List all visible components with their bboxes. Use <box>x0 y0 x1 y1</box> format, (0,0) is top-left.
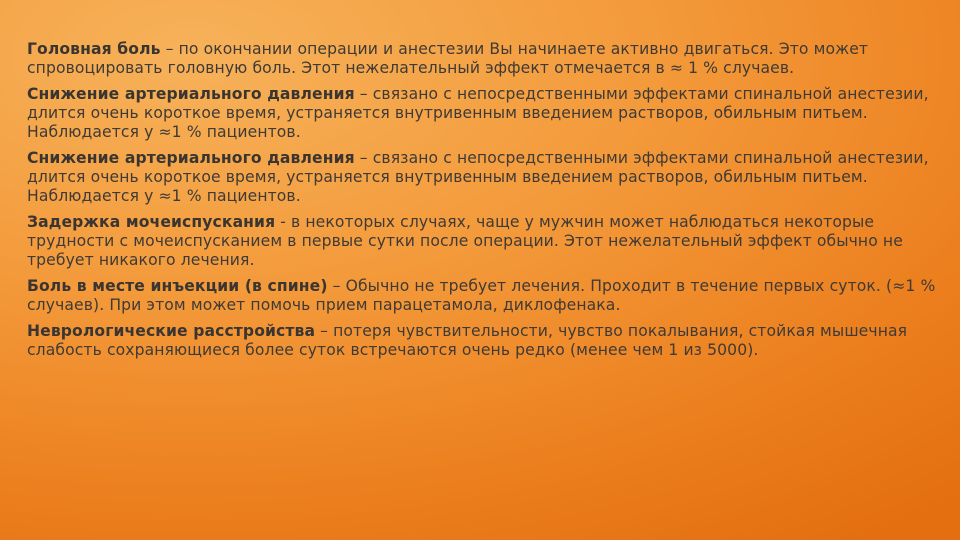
term-urinary-retention: Задержка мочеиспускания <box>27 213 276 231</box>
paragraph-neurological-disorders <box>27 322 937 360</box>
paragraph-low-blood-pressure-repeat <box>27 149 937 206</box>
term-low-blood-pressure: Снижение артериального давления <box>27 85 355 103</box>
text-low-blood-pressure: – связано с непосредственными эффектами спинальной анестезии, длится очень короткое время, устраняется внутривенным введением растворов, обильным питьем. Наблюдается у ≈1 % пациентов. <box>27 85 929 141</box>
text-injection-site-pain: – Обычно не требует лечения. Проходит в течение первых суток. (≈1 % случаев). При этом может помочь прием парацетамола, диклофенака. <box>27 277 936 314</box>
slide-content <box>27 40 937 367</box>
paragraph-low-blood-pressure <box>27 85 937 142</box>
term-neurological-disorders: Неврологические расстройства <box>27 322 316 340</box>
paragraph-urinary-retention <box>27 213 937 270</box>
term-injection-site-pain: Боль в месте инъекции (в спине) <box>27 277 328 295</box>
text-low-blood-pressure-repeat: – связано с непосредственными эффектами спинальной анестезии, длится очень короткое время, устраняется внутривенным введением растворов, обильным питьем. Наблюдается у ≈1 % пациентов. <box>27 149 929 205</box>
text-neurological-disorders: – потеря чувствительности, чувство покалывания, стойкая мышечная слабость сохраняющиеся более суток встречаются очень редко (менее чем 1 из 5000). <box>27 322 908 359</box>
term-low-blood-pressure-repeat: Снижение артериального давления <box>27 149 355 167</box>
text-headache: – по окончании операции и анестезии Вы начинаете активно двигаться. Это может спровоцировать головную боль. Этот нежелательный эффект отмечается в ≈ 1 % случаев. <box>27 40 869 77</box>
term-headache: Головная боль <box>27 40 161 58</box>
text-urinary-retention: - в некоторых случаях, чаще у мужчин может наблюдаться некоторые трудности с мочеиспусканием в первые сутки после операции. Этот нежелательный эффект обычно не требует никакого лечения. <box>27 213 903 269</box>
paragraph-injection-site-pain <box>27 277 937 315</box>
paragraph-headache <box>27 40 937 78</box>
